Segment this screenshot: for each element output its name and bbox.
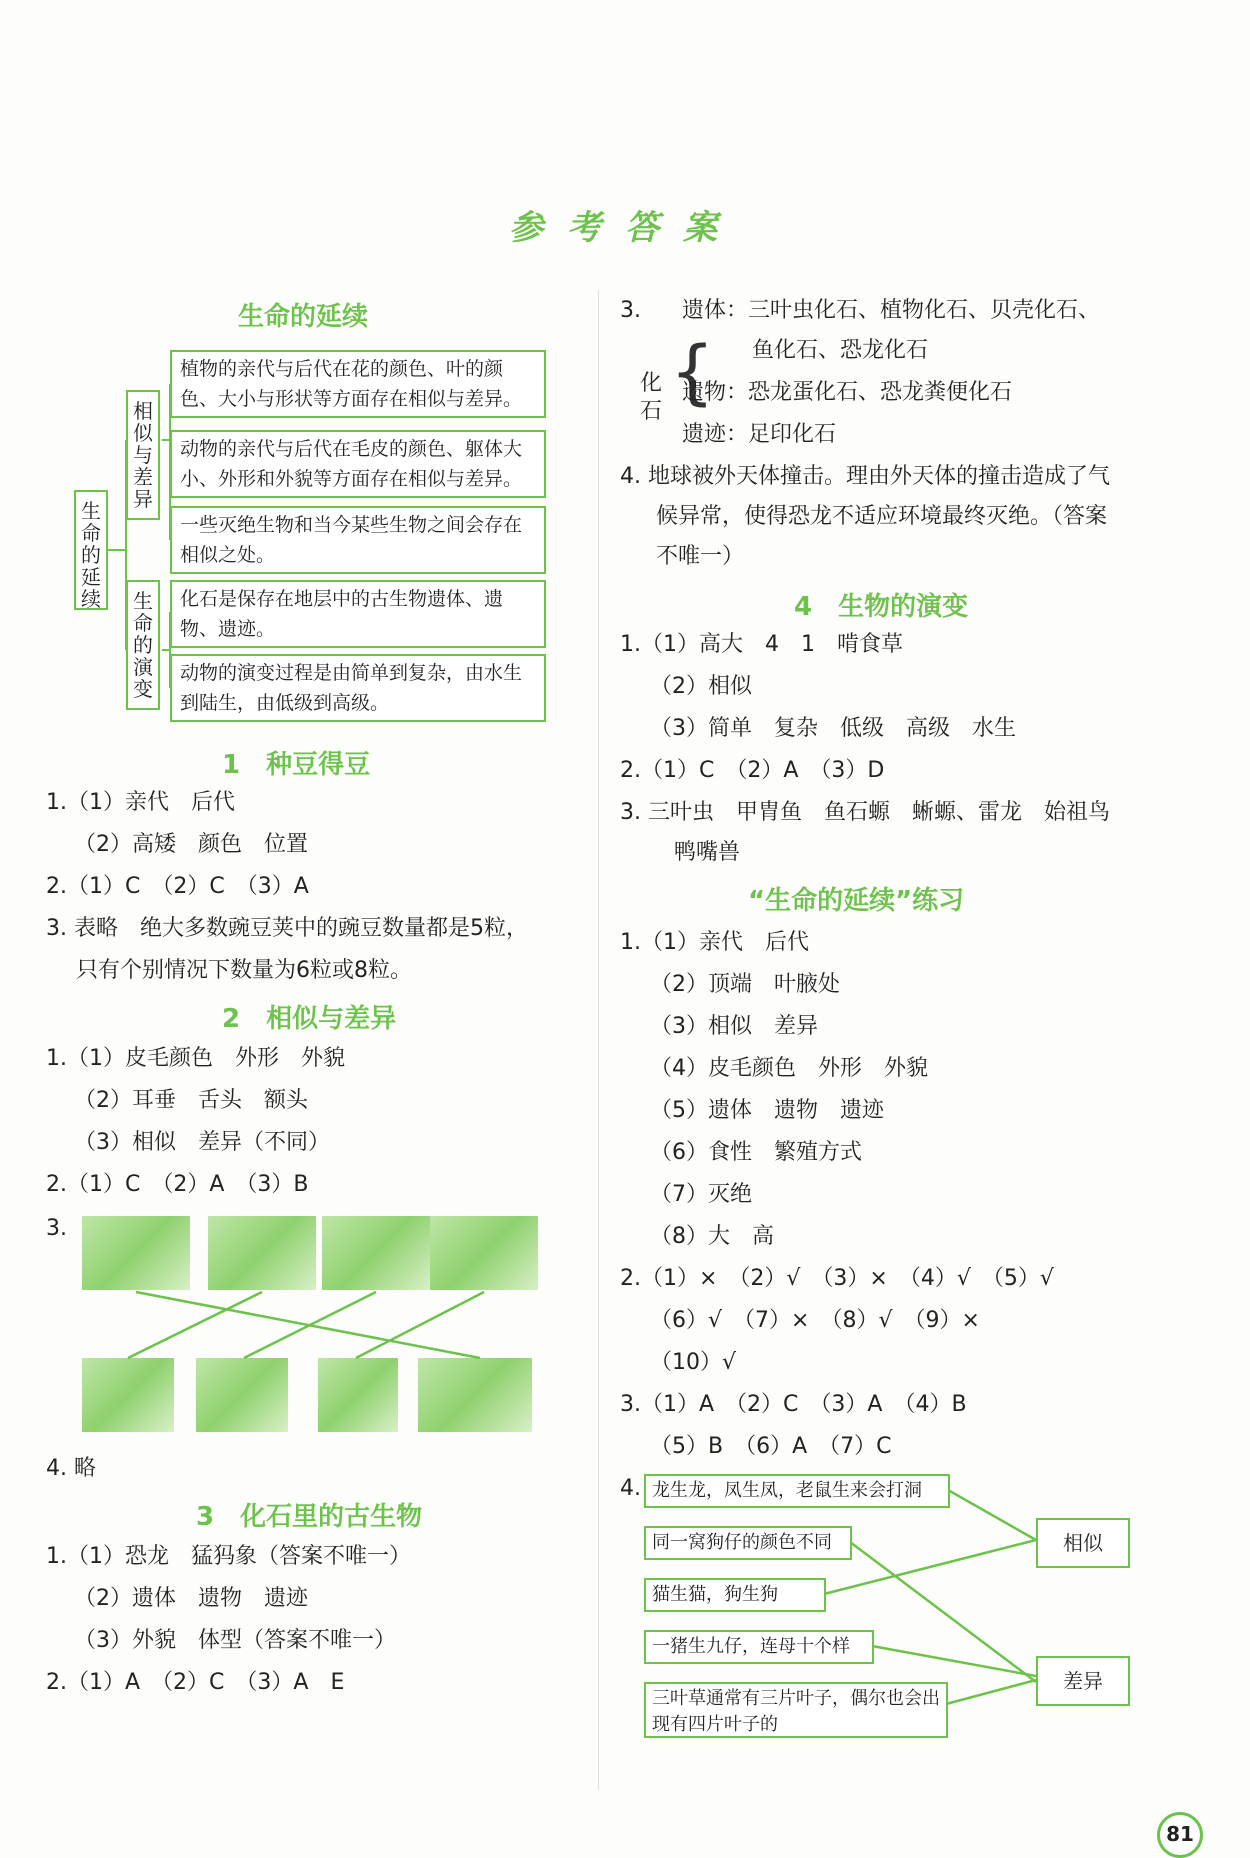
answer-line: 1.（1）恐龙 猛犸象（答案不唯一） — [46, 1544, 411, 1569]
answer-line: 2.（1）A （2）C （3）A E — [46, 1670, 345, 1695]
answer-line: （6）√ （7）× （8）√ （9）× — [650, 1308, 980, 1333]
concept-root: 生 命 的 延 续 — [74, 490, 108, 610]
answer-line: 3. 三叶虫 甲胄鱼 鱼石螈 蜥螈、雷龙 始祖鸟 — [620, 800, 1110, 825]
target-box-difference: 差异 — [1036, 1656, 1130, 1706]
fossil-line: 遗物：恐龙蛋化石、恐龙粪便化石 — [682, 380, 1013, 405]
fossil-label: 化石 — [640, 371, 663, 424]
answer-line: （7）灭绝 — [650, 1182, 752, 1207]
answer-line: 1.（1）亲代 后代 — [620, 930, 809, 955]
answer-line: 3. 表略 绝大多数豌豆荚中的豌豆数量都是5粒， — [46, 916, 528, 941]
concept-branch-similarity: 相 似 与 差 异 — [126, 390, 160, 520]
brace-icon: { — [670, 331, 715, 413]
answer-line: 2.（1）× （2）√ （3）× （4）√ （5）√ — [620, 1266, 1054, 1291]
concept-branch-evolution: 生 命 的 演 变 — [126, 580, 160, 710]
section-3-title: 3 化石里的古生物 — [196, 1502, 423, 1532]
exercise-title: “生命的延续”练习 — [748, 886, 965, 916]
answer-line: 1.（1）皮毛颜色 外形 外貌 — [46, 1046, 345, 1071]
concept-map-title: 生命的延续 — [238, 302, 369, 332]
answer-line: 不唯一） — [656, 544, 745, 569]
section-4-title: 4 生物的演变 — [794, 592, 969, 622]
section-1-title: 1 种豆得豆 — [222, 750, 371, 780]
answer-line: 4. 略 — [46, 1456, 96, 1481]
answer-line: （3）外貌 体型（答案不唯一） — [74, 1628, 396, 1653]
proverb-box: 猫生猫，狗生狗 — [644, 1578, 826, 1612]
concept-box-2: 动物的亲代与后代在毛皮的颜色、躯体大小、外形和外貌等方面存在相似与差异。 — [170, 430, 546, 498]
proverb-box: 一猪生九仔，连母十个样 — [644, 1630, 874, 1664]
answer-line: （2）顶端 叶腋处 — [650, 972, 840, 997]
answer-line: 鸭嘴兽 — [674, 840, 741, 865]
answer-line: 3. — [46, 1216, 67, 1241]
answer-line: （2）遗体 遗物 遗迹 — [74, 1586, 308, 1611]
answer-line: （3）简单 复杂 低级 高级 水生 — [650, 716, 1016, 741]
page-number: 81 — [1157, 1812, 1203, 1858]
answer-line: 2.（1）C （2）A （3）D — [620, 758, 885, 783]
answer-line: （8）大 高 — [650, 1224, 774, 1249]
fossil-line: 遗迹：足印化石 — [682, 422, 837, 447]
question-number: 3. — [620, 298, 641, 323]
answer-line: （2）高矮 颜色 位置 — [74, 832, 308, 857]
section-2-title: 2 相似与差异 — [222, 1004, 397, 1034]
fossil-line: 遗体：三叶虫化石、植物化石、贝壳化石、 — [682, 298, 1101, 323]
answer-line: 候异常，使得恐龙不适应环境最终灭绝。（答案 — [656, 504, 1108, 529]
concept-box-3: 一些灭绝生物和当今某些生物之间会存在相似之处。 — [170, 506, 546, 574]
concept-box-1: 植物的亲代与后代在花的颜色、叶的颜色、大小与形状等方面存在相似与差异。 — [170, 350, 546, 418]
target-box-similar: 相似 — [1036, 1518, 1130, 1568]
answer-line: （2）相似 — [650, 674, 752, 699]
fossil-line: 鱼化石、恐龙化石 — [752, 338, 929, 363]
answer-line: （3）相似 差异 — [650, 1014, 818, 1039]
answer-line: （2）耳垂 舌头 额头 — [74, 1088, 308, 1113]
proverb-box: 同一窝狗仔的颜色不同 — [644, 1526, 852, 1560]
answer-line: 1.（1）亲代 后代 — [46, 790, 235, 815]
proverb-box: 龙生龙，凤生凤，老鼠生来会打洞 — [644, 1474, 950, 1508]
proverb-box: 三叶草通常有三片叶子，偶尔也会出现有四片叶子的 — [644, 1682, 948, 1738]
page-title: 参考答案 — [509, 208, 741, 248]
answer-line: 4. 地球被外天体撞击。理由外天体的撞击造成了气 — [620, 464, 1110, 489]
answer-line: 4. — [620, 1476, 641, 1501]
answer-line: （4）皮毛颜色 外形 外貌 — [650, 1056, 928, 1081]
answer-line: 只有个别情况下数量为6粒或8粒。 — [76, 958, 412, 983]
answer-line: 1.（1）高大 4 1 啃食草 — [620, 632, 903, 657]
concept-box-5: 动物的演变过程是由简单到复杂，由水生到陆生，由低级到高级。 — [170, 654, 546, 722]
answer-line: 3.（1）A （2）C （3）A （4）B — [620, 1392, 967, 1417]
answer-line: 2.（1）C （2）C （3）A — [46, 874, 309, 899]
answer-line: （10）√ — [650, 1350, 737, 1375]
answer-line: （3）相似 差异（不同） — [74, 1130, 330, 1155]
answer-line: 2.（1）C （2）A （3）B — [46, 1172, 309, 1197]
concept-box-4: 化石是保存在地层中的古生物遗体、遗物、遗迹。 — [170, 580, 546, 648]
answer-line: （5）遗体 遗物 遗迹 — [650, 1098, 884, 1123]
answer-line: （6）食性 繁殖方式 — [650, 1140, 862, 1165]
answer-line: （5）B （6）A （7）C — [650, 1434, 892, 1459]
